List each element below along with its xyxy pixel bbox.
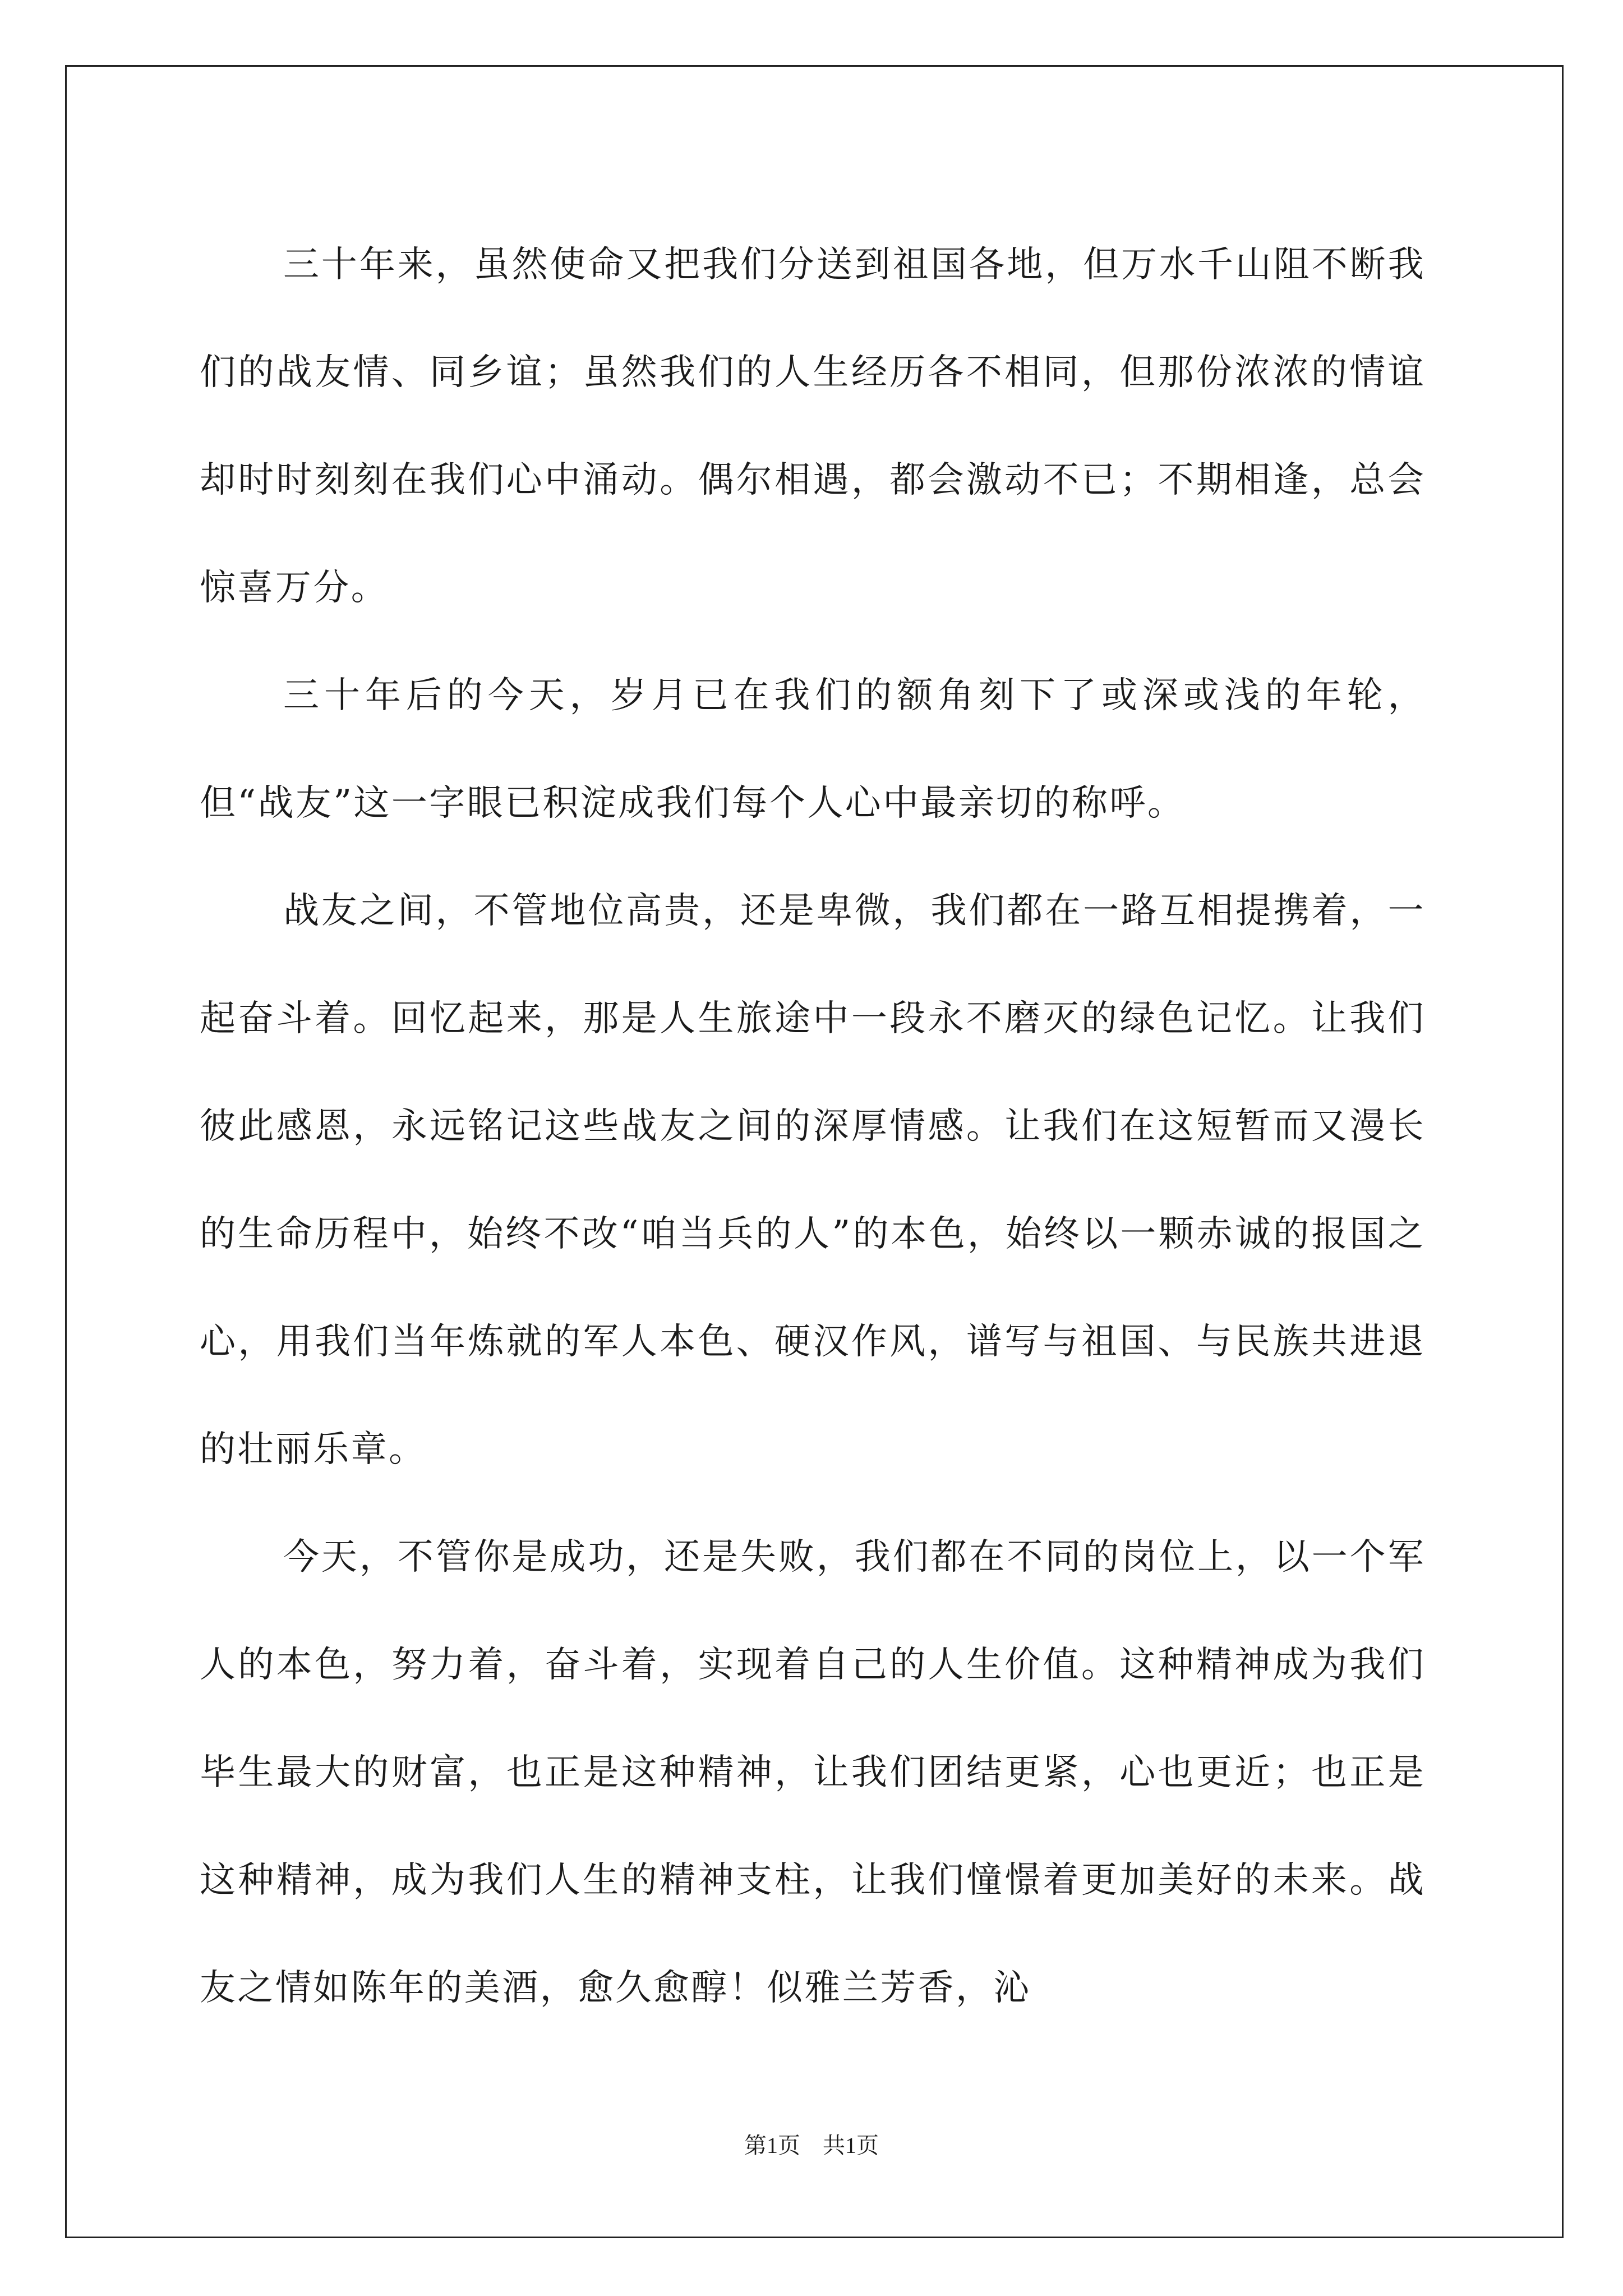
paragraph: 战友之间，不管地位高贵，还是卑微，我们都在一路互相提携着，一起奋斗着。回忆起来，那是人生旅途中一段永不磨灭的绿色记忆。让我们彼此感恩，永远铭记这些战友之间的深厚情感。让我们在这短暂而又漫长的生命历程中，始终不改“咱当兵的人”的本色，始终以一颗赤诚的报国之心，用我们当年炼就的军人本色、硬汉作风，谱写与祖国、与民族共进退的壮丽乐章。	[200, 890, 1426, 1470]
page-number-footer: 第1页 共1页	[744, 2133, 879, 2158]
paragraph: 今天，不管你是成功，还是失败，我们都在不同的岗位上，以一个军人的本色，努力着，奋斗着，实现着自己的人生价值。这种精神成为我们毕生最大的财富，也正是这种精神，让我们团结更紧，心也更近；也正是这种精神，成为我们人生的精神支柱，让我们憧憬着更加美好的未来。战友之情如陈年的美酒，愈久愈醇！似雅兰芳香，沁	[200, 1536, 1426, 2009]
paragraph: 三十年后的今天，岁月已在我们的额角刻下了或深或浅的年轮，但“战友”这一字眼已积淀成我们每个人心中最亲切的称呼。	[200, 675, 1426, 824]
paragraph: 三十年来，虽然使命又把我们分送到祖国各地，但万水千山阻不断我们的战友情、同乡谊；虽然我们的人生经历各不相同，但那份浓浓的情谊却时时刻刻在我们心中涌动。偶尔相遇，都会激动不已；不期相逢，总会惊喜万分。	[200, 244, 1426, 609]
document-body	[200, 211, 1426, 2042]
